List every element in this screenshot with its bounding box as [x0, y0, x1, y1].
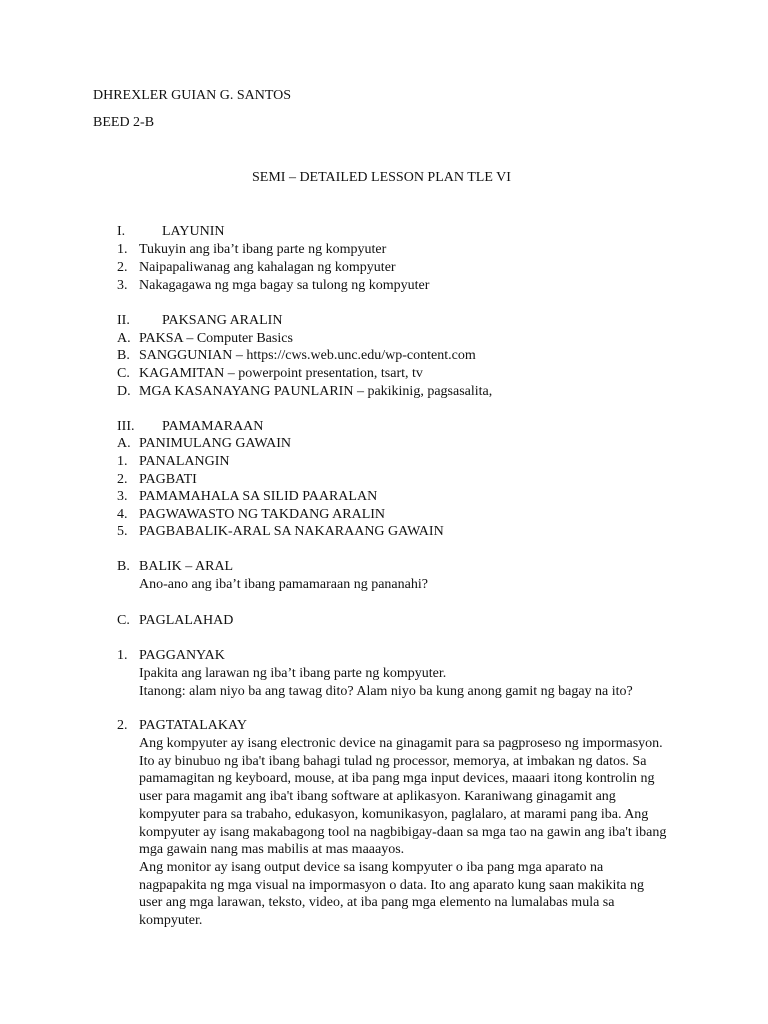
paragraph-line: user ang mga larawan, teksto, video, at iba pang mga elemento na lumalabas mula sa: [139, 895, 615, 911]
pagganyak-text: [139, 665, 633, 700]
list-marker: D.: [117, 384, 131, 399]
list-marker: C.: [117, 613, 130, 628]
section-numeral-i: I.: [117, 224, 126, 239]
list-marker: A.: [117, 331, 131, 346]
section-numeral-iii: III.: [117, 419, 135, 434]
list-marker: 3.: [117, 489, 128, 504]
list-item: PAGBABALIK-ARAL SA NAKARAANG GAWAIN: [139, 524, 444, 539]
list-item: SANGGUNIAN – https://cws.web.unc.edu/wp-content.com: [139, 348, 476, 363]
section-heading-layunin: LAYUNIN: [162, 224, 225, 239]
author-name: DHREXLER GUIAN G. SANTOS: [93, 88, 292, 103]
list-marker: 1.: [117, 454, 128, 469]
paragraph-line: Ito ay binubuo ng iba't ibang bahagi tulad ng processor, memorya, at imbakan ng datos. Sa: [139, 753, 647, 769]
list-item: PANALANGIN: [139, 454, 230, 469]
subheading-panimulang-gawain: PANIMULANG GAWAIN: [139, 436, 291, 451]
pagtatalakay-text: [139, 735, 666, 930]
list-marker: 2.: [117, 472, 128, 487]
subheading-pagtatalakay: PAGTATALAKAY: [139, 718, 247, 733]
section-numeral-ii: II.: [117, 313, 130, 328]
paragraph-line: kompyuter ay isang makabagong tool na nagbibigay-daan sa mga tao na gawin ang iba't ibang: [139, 824, 667, 840]
list-marker: 1.: [117, 242, 128, 257]
subheading-paglalahad: PAGLALAHAD: [139, 613, 234, 628]
page-title: SEMI – DETAILED LESSON PLAN TLE VI: [252, 170, 511, 185]
list-item: KAGAMITAN – powerpoint presentation, tsart, tv: [139, 366, 423, 381]
subheading-pagganyak: PAGGANYAK: [139, 648, 225, 663]
paragraph-line: nagpapakita ng mga visual na impormasyon o data. Ito ang aparato kung saan makikita ng: [139, 877, 645, 893]
list-marker: 1.: [117, 648, 128, 663]
list-marker: 2.: [117, 718, 128, 733]
list-item: Naipapaliwanag ang kahalagan ng kompyuter: [139, 260, 396, 275]
list-marker: 3.: [117, 278, 128, 293]
list-marker: B.: [117, 559, 130, 574]
list-item: PAKSA – Computer Basics: [139, 331, 293, 346]
list-marker: 5.: [117, 524, 128, 539]
list-marker: B.: [117, 348, 130, 363]
paragraph-line: mga gawain nang mas mabilis at mas maaayos.: [139, 842, 405, 858]
list-item: MGA KASANAYANG PAUNLARIN – pakikinig, pagsasalita,: [139, 384, 493, 399]
class-section: BEED 2-B: [93, 115, 155, 130]
paragraph-line: Ang monitor ay isang output device sa isang kompyuter o iba pang mga aparato na: [139, 859, 604, 875]
list-item: PAGWAWASTO NG TAKDANG ARALIN: [139, 507, 386, 522]
paragraph-line: kompyuter para sa trabaho, edukasyon, komunikasyon, paglalaro, at marami pang iba. Ang: [139, 806, 649, 822]
paragraph-line: Ang kompyuter ay isang electronic device na ginagamit para sa pagproseso ng impormasyon.: [139, 736, 663, 751]
subheading-balik-aral: BALIK – ARAL: [139, 559, 234, 574]
list-item: PAGBATI: [139, 472, 197, 487]
balik-aral-question: Ano-ano ang iba’t ibang pamamaraan ng pananahi?: [139, 577, 428, 592]
list-marker: 2.: [117, 260, 128, 275]
section-heading-pamamaraan: PAMAMARAAN: [162, 419, 264, 434]
paragraph-line: pamamagitan ng keyboard, mouse, at iba pang mga input devices, maaari itong kontrolin ng: [139, 771, 655, 787]
list-item: PAMAMAHALA SA SILID PAARALAN: [139, 489, 378, 504]
list-item: Nakagagawa ng mga bagay sa tulong ng kompyuter: [139, 278, 430, 293]
paragraph-line: user para magamit ang iba't ibang software at aplikasyon. Karaniwang ginagamit ang: [139, 789, 616, 805]
list-marker: A.: [117, 436, 131, 451]
section-heading-paksang-aralin: PAKSANG ARALIN: [162, 313, 283, 328]
paragraph-line: Itanong: alam niyo ba ang tawag dito? Alam niyo ba kung anong gamit ng bagay na ito?: [139, 683, 633, 699]
paragraph-line: Ipakita ang larawan ng iba’t ibang parte ng kompyuter.: [139, 666, 447, 681]
list-marker: 4.: [117, 507, 128, 522]
list-marker: C.: [117, 366, 130, 381]
paragraph-line: kompyuter.: [139, 913, 203, 929]
list-item: Tukuyin ang iba’t ibang parte ng kompyuter: [139, 242, 387, 257]
